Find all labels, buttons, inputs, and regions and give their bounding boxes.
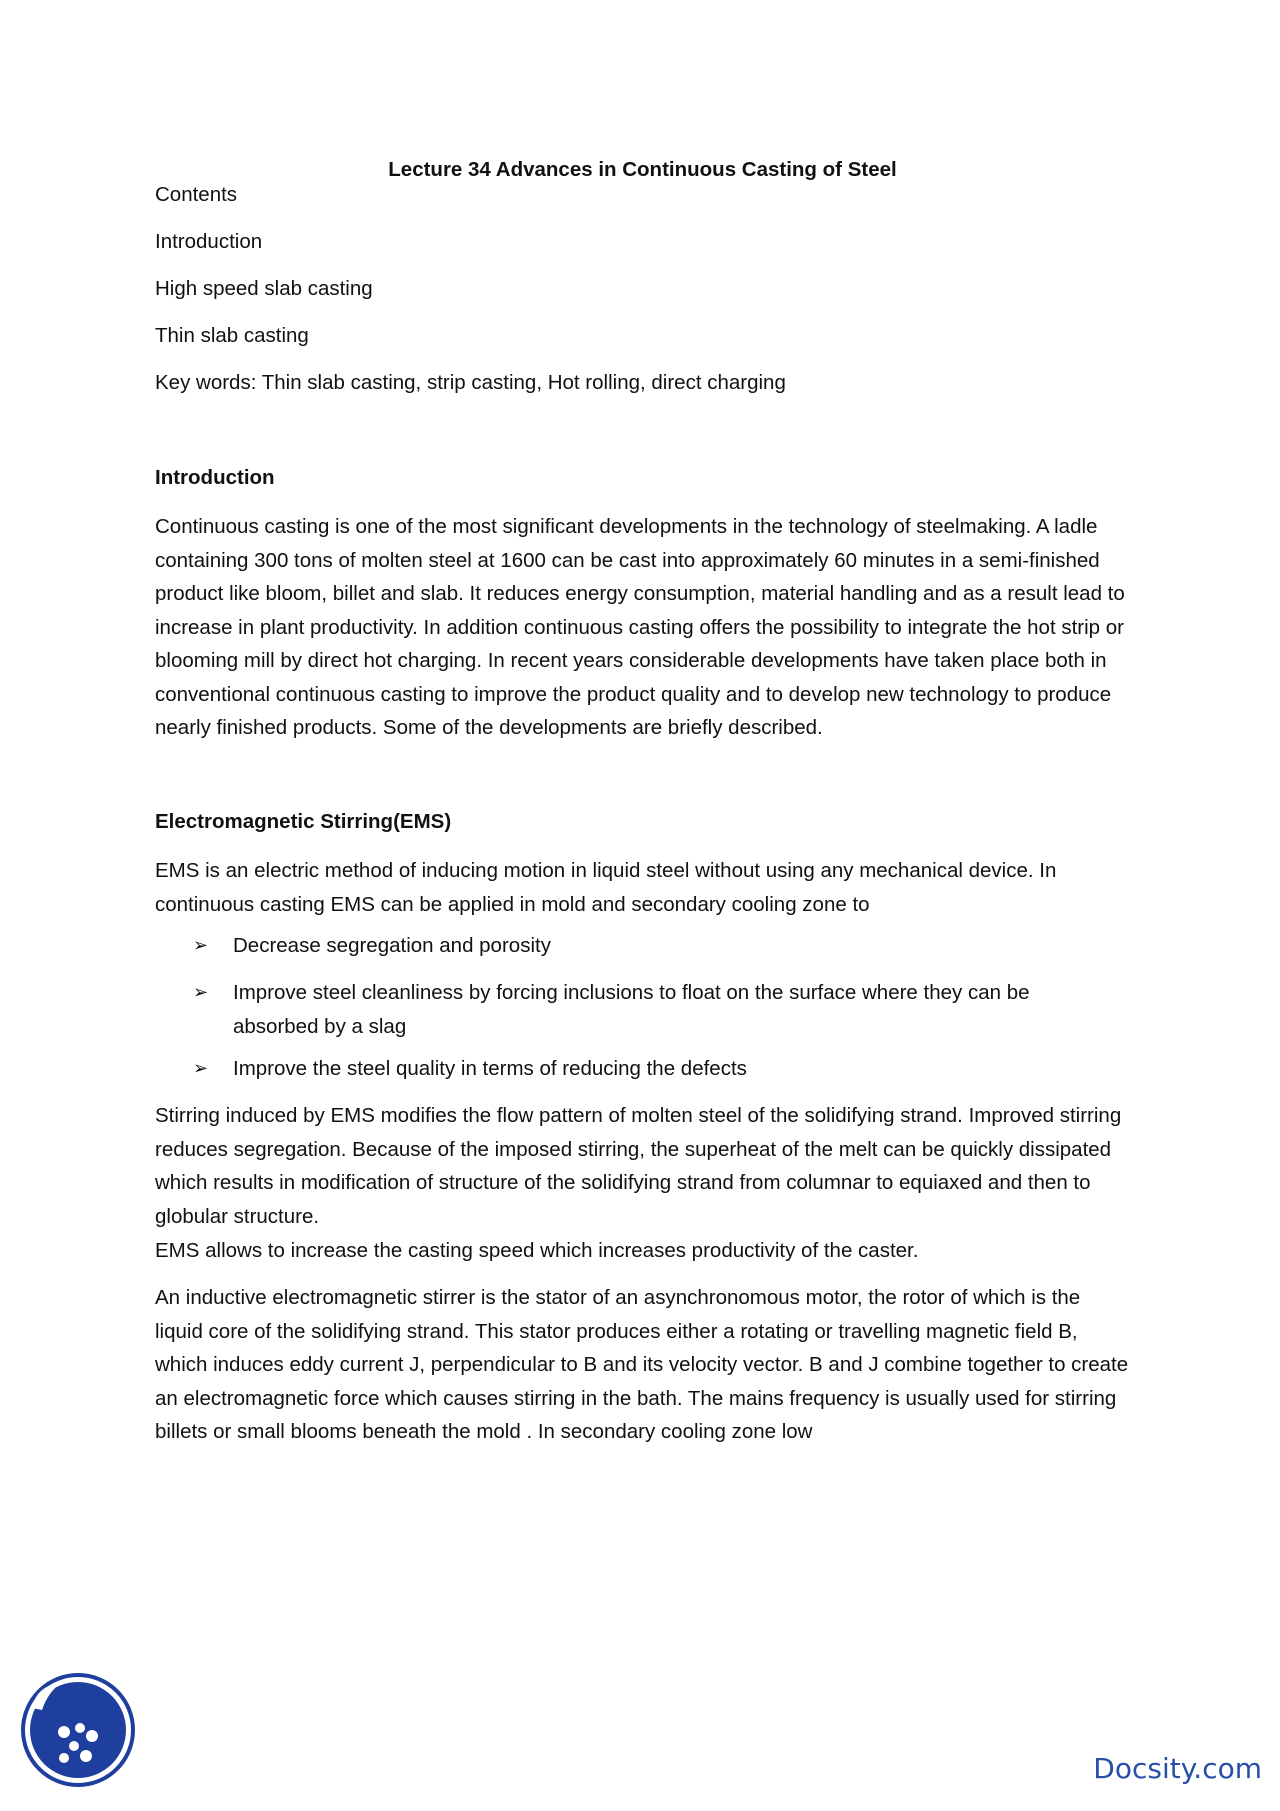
ems-paragraph-3: EMS allows to increase the casting speed which increases productivity of the caster. bbox=[155, 1239, 919, 1262]
keywords: Key words: Thin slab casting, strip casting, Hot rolling, direct charging bbox=[155, 371, 786, 394]
ems-bullet-text: Decrease segregation and porosity bbox=[233, 934, 551, 957]
ems-paragraph-2: Stirring induced by EMS modifies the flow pattern of molten steel of the solidifying strand. Improved stirring reduces segregation. Because of the imposed stirring, the superheat of the melt can be quickly dissipated which results in modification of structure of the solidifying strand from columnar to equiaxed and then to globular structure. bbox=[155, 1104, 1122, 1228]
contents-label: Contents bbox=[155, 183, 238, 206]
ems-paragraph-4: An inductive electromagnetic stirrer is the stator of an asynchronomous motor, the rotor of which is the liquid core of the solidifying strand. This stator produces either a rotating or travelling magnetic field B, which induces eddy current J, perpendicular to B and its velocity vector. B and J combine together to create an electromagnetic force which causes stirring in the bath. The mains frequency is usually used for stirring billets or small blooms beneath the mold . In secondary cooling zone low bbox=[155, 1286, 1129, 1443]
arrow-bullet-icon: ➢ bbox=[193, 982, 209, 1002]
ems-intro-paragraph: EMS is an electric method of inducing motion in liquid steel without using any mechanical device. In continuous casting EMS can be applied in mold and secondary cooling zone to bbox=[155, 859, 1057, 916]
ems-heading: Electromagnetic Stirring(EMS) bbox=[155, 810, 452, 833]
document-page bbox=[155, 0, 1130, 1811]
docsity-brand-link[interactable]: Docsity.com bbox=[1093, 1752, 1262, 1785]
intro-paragraph: Continuous casting is one of the most significant developments in the technology of steelmaking. A ladle containing 300 tons of molten steel at 1600 can be cast into approximately 60 minutes in a semi-finished product like bloom, billet and slab. It reduces energy consumption, material handling and as a result lead to increase in plant productivity. In addition continuous casting offers the possibility to integrate the hot strip or blooming mill by direct hot charging. In recent years considerable developments have taken place both in conventional continuous casting to improve the product quality and to develop new technology to produce nearly finished products. Some of the developments are briefly described. bbox=[155, 515, 1125, 739]
document-title: Lecture 34 Advances in Continuous Casting of Steel bbox=[388, 158, 897, 181]
ems-bullet-text: Improve steel cleanliness by forcing inclusions to float on the surface where they can be absorbed by a slag bbox=[233, 981, 1030, 1038]
docsity-logo-icon[interactable] bbox=[20, 1672, 136, 1788]
contents-item-high-speed-slab: High speed slab casting bbox=[155, 277, 373, 300]
contents-item-introduction: Introduction bbox=[155, 230, 263, 253]
arrow-bullet-icon: ➢ bbox=[193, 935, 209, 955]
arrow-bullet-icon: ➢ bbox=[193, 1058, 209, 1078]
docsity-logo-graphic bbox=[20, 1672, 136, 1788]
contents-item-thin-slab: Thin slab casting bbox=[155, 324, 309, 347]
ems-bullet-text: Improve the steel quality in terms of reducing the defects bbox=[233, 1057, 747, 1080]
intro-heading: Introduction bbox=[155, 466, 275, 489]
